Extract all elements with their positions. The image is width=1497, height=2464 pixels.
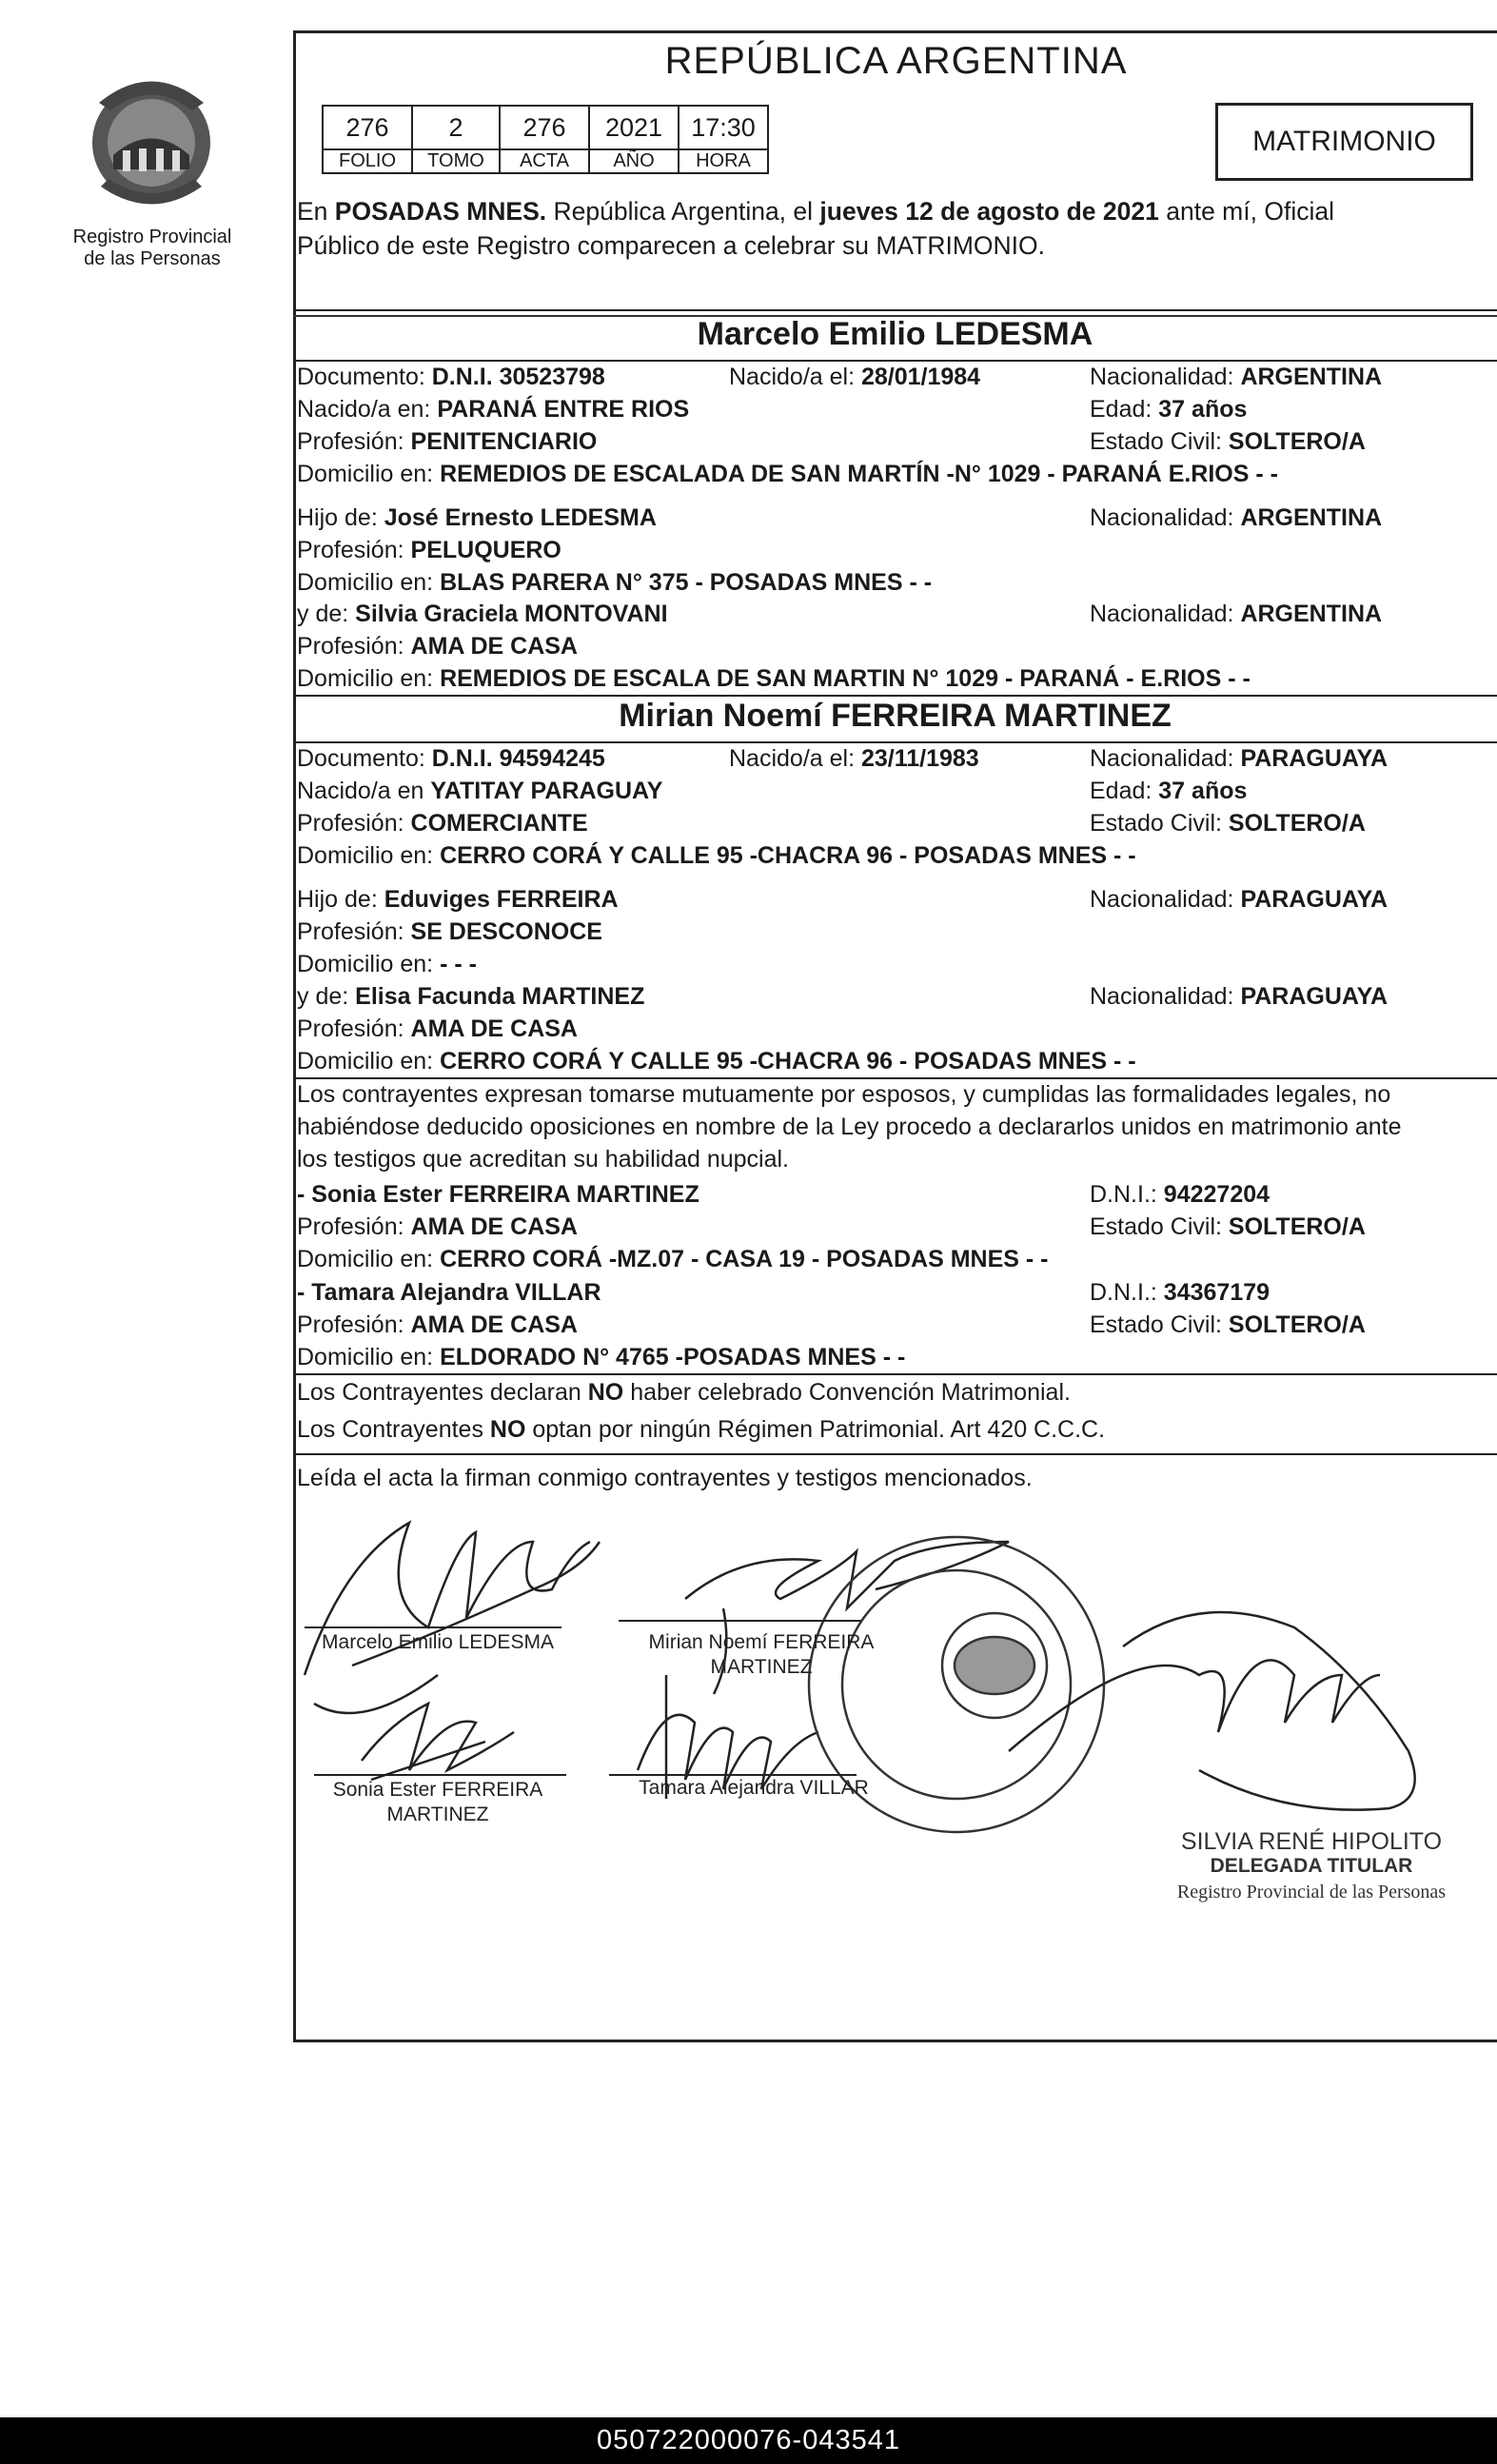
label: D.N.I.: — [1090, 1279, 1164, 1306]
signature-1-label: Marcelo Emilio LEDESMA — [322, 1631, 554, 1653]
c1-padre-nacionalidad — [1090, 502, 1382, 534]
label: Nacionalidad: — [1090, 504, 1241, 531]
c2-madre-domicilio — [297, 1045, 1136, 1077]
testigo-1-profesion — [297, 1211, 578, 1243]
label: Hijo de: — [297, 504, 384, 531]
signature-4-label: Tamara Alejandra VILLAR — [639, 1777, 869, 1799]
label: Profesión: — [297, 1213, 411, 1240]
logo-caption-line-2: de las Personas — [84, 248, 221, 269]
value: D.N.I. 30523798 — [431, 364, 605, 390]
value: PARAGUAYA — [1240, 983, 1389, 1010]
text: NO — [489, 1416, 526, 1443]
testigo-1-name: - Sonia Ester FERREIRA MARTINEZ — [297, 1181, 699, 1208]
value: PELUQUERO — [410, 537, 561, 563]
c2-documento — [297, 742, 605, 775]
divider — [293, 695, 1497, 697]
c1-madre-profesion — [297, 630, 578, 662]
intro-text: ante mí, Oficial — [1158, 197, 1334, 226]
label: Nacido/a en — [297, 778, 431, 804]
value: YATITAY PARAGUAY — [430, 778, 663, 804]
value: ELDORADO N° 4765 -POSADAS MNES - - — [440, 1344, 906, 1370]
intro-text: En — [297, 197, 335, 226]
signature-3-scribble — [362, 1704, 514, 1780]
value: AMA DE CASA — [410, 633, 578, 660]
c2-madre-profesion — [297, 1013, 578, 1045]
signatures-and-stamp — [286, 1485, 1497, 1922]
c2-padre-domicilio — [297, 948, 477, 980]
text: haber celebrado Convención Matrimonial. — [623, 1379, 1071, 1406]
value: BLAS PARERA N° 375 - POSADAS MNES - - — [440, 569, 933, 596]
text: Los Contrayentes — [297, 1416, 490, 1443]
label: Profesión: — [297, 1311, 411, 1338]
c2-edad — [1090, 775, 1247, 807]
value: SOLTERO/A — [1228, 428, 1366, 455]
value: 37 años — [1158, 396, 1248, 423]
text: optan por ningún Régimen Patrimonial. Art 420 C.C.C. — [525, 1416, 1106, 1443]
testigo-2-dni — [1090, 1276, 1270, 1309]
label: Documento: — [297, 364, 432, 390]
label: y de: — [297, 983, 356, 1010]
value: PARAGUAYA — [1240, 886, 1389, 913]
logo-caption-line-1: Registro Provincial — [72, 227, 232, 247]
value: CERRO CORÁ Y CALLE 95 -CHACRA 96 - POSADAS MNES - - — [440, 1048, 1136, 1074]
c2-padre — [297, 883, 619, 916]
label: Domicilio en: — [297, 951, 441, 977]
leida-text: Leída el acta la firman conmigo contrayentes y testigos mencionados. — [297, 1465, 1033, 1491]
c1-madre — [297, 598, 668, 630]
value: SOLTERO/A — [1228, 810, 1366, 837]
c1-nacido-el — [729, 361, 980, 393]
document-title: REPÚBLICA ARGENTINA — [664, 40, 1128, 82]
label: Nacionalidad: — [1090, 364, 1241, 390]
c2-nacionalidad — [1090, 742, 1388, 775]
signature-1-scribble — [305, 1523, 600, 1713]
c1-domicilio — [297, 458, 1278, 490]
value: Eduviges FERREIRA — [384, 886, 619, 913]
label: Profesión: — [297, 810, 411, 837]
divider — [293, 1453, 1497, 1455]
hora-label: HORA — [679, 149, 768, 173]
value: Silvia Graciela MONTOVANI — [355, 601, 668, 627]
provincial-seal-logo — [80, 65, 223, 217]
label: Nacionalidad: — [1090, 601, 1241, 627]
c1-padre-profesion — [297, 534, 561, 566]
value: REMEDIOS DE ESCALADA DE SAN MARTÍN -N° 1029 - PARANÁ E.RIOS - - — [440, 461, 1278, 487]
value: José Ernesto LEDESMA — [384, 504, 657, 531]
acta-value: 276 — [500, 106, 589, 149]
c2-nacido-en — [297, 775, 662, 807]
value: SOLTERO/A — [1228, 1311, 1366, 1338]
text: Los Contrayentes declaran — [297, 1379, 588, 1406]
c2-madre-nacionalidad — [1090, 980, 1388, 1013]
tomo-value: 2 — [412, 106, 500, 149]
label: Domicilio en: — [297, 1048, 441, 1074]
logo-caption — [38, 227, 266, 270]
folio-value: 276 — [323, 106, 412, 149]
divider — [293, 309, 1497, 311]
value: REMEDIOS DE ESCALA DE SAN MARTIN N° 1029 - PARANÁ - E.RIOS - - — [440, 665, 1251, 692]
label: Nacido/a el: — [729, 364, 861, 390]
signature-3-label-a: Sonia Ester FERREIRA — [332, 1779, 543, 1801]
intro-date: jueves 12 de agosto de 2021 — [819, 197, 1159, 226]
c2-padre-profesion — [297, 916, 602, 948]
contrayente-1-name: Marcelo Emilio LEDESMA — [697, 316, 1093, 352]
officer-title: DELEGADA TITULAR — [1210, 1855, 1413, 1877]
folio-table — [322, 105, 769, 174]
value: COMERCIANTE — [410, 810, 588, 837]
label: Profesión: — [297, 537, 411, 563]
hora-value: 17:30 — [679, 106, 768, 149]
value: 37 años — [1158, 778, 1248, 804]
c1-nacionalidad — [1090, 361, 1382, 393]
c1-estado-civil — [1090, 425, 1366, 458]
value: SOLTERO/A — [1228, 1213, 1366, 1240]
intro-line-1 — [297, 195, 1334, 227]
label: Domicilio en: — [297, 665, 441, 692]
c1-padre — [297, 502, 657, 534]
convencion-line-2 — [297, 1413, 1105, 1446]
c1-nacido-en — [297, 393, 689, 425]
value: ARGENTINA — [1240, 364, 1383, 390]
folio-label: FOLIO — [323, 149, 412, 173]
c2-estado-civil — [1090, 807, 1366, 839]
label: Nacionalidad: — [1090, 983, 1241, 1010]
label: Profesión: — [297, 633, 411, 660]
value: Elisa Facunda MARTINEZ — [355, 983, 645, 1010]
value: 34367179 — [1163, 1279, 1270, 1306]
intro-text: República Argentina, el — [546, 197, 820, 226]
signature-2-label-a: Mirian Noemí FERREIRA — [648, 1631, 875, 1653]
label: Estado Civil: — [1090, 810, 1229, 837]
c1-madre-domicilio — [297, 662, 1251, 695]
label: Domicilio en: — [297, 569, 441, 596]
label: Domicilio en: — [297, 1344, 441, 1370]
label: Estado Civil: — [1090, 428, 1229, 455]
intro-place: POSADAS MNES. — [334, 197, 547, 226]
text: NO — [587, 1379, 624, 1406]
value: 28/01/1984 — [860, 364, 981, 390]
label: Nacido/a el: — [729, 745, 861, 772]
label: D.N.I.: — [1090, 1181, 1164, 1208]
value: SE DESCONOCE — [410, 918, 602, 945]
acta-label: ACTA — [500, 149, 589, 173]
value: 94227204 — [1163, 1181, 1270, 1208]
label: Domicilio en: — [297, 461, 441, 487]
c2-domicilio — [297, 839, 1136, 872]
c2-nacido-el — [729, 742, 979, 775]
testigo-1-domicilio — [297, 1243, 1048, 1275]
intro-line-2: Público de este Registro comparecen a celebrar su MATRIMONIO. — [297, 231, 1045, 260]
testigo-2-domicilio — [297, 1341, 905, 1373]
officer-registry: Registro Provincial de las Personas — [1176, 1882, 1447, 1902]
value: D.N.I. 94594245 — [431, 745, 605, 772]
label: Edad: — [1090, 396, 1159, 423]
convencion-line-1 — [297, 1376, 1071, 1409]
divider — [293, 1373, 1497, 1375]
anio-value: 2021 — [589, 106, 679, 149]
declaracion-line-1: Los contrayentes expresan tomarse mutuamente por esposos, y cumplidas las formalidades legales, no — [297, 1081, 1391, 1108]
label: Estado Civil: — [1090, 1311, 1229, 1338]
label: Profesión: — [297, 428, 411, 455]
label: Nacionalidad: — [1090, 745, 1241, 772]
declaracion-line-2: habiéndose deducido oposiciones en nombre de la Ley procedo a declararlos unidos en matrimonio ante — [297, 1114, 1402, 1140]
c2-padre-nacionalidad — [1090, 883, 1388, 916]
anio-label: AÑO — [589, 149, 679, 173]
label: Nacido/a en: — [297, 396, 438, 423]
testigo-2-name: - Tamara Alejandra VILLAR — [297, 1279, 601, 1306]
value: PARAGUAYA — [1240, 745, 1389, 772]
c1-edad — [1090, 393, 1247, 425]
value: ARGENTINA — [1240, 504, 1383, 531]
value: CERRO CORÁ -MZ.07 - CASA 19 - POSADAS MNES - - — [440, 1246, 1049, 1272]
value: PARANÁ ENTRE RIOS — [437, 396, 690, 423]
c1-profesion — [297, 425, 597, 458]
label: y de: — [297, 601, 356, 627]
label: Profesión: — [297, 1015, 411, 1042]
c1-documento — [297, 361, 605, 393]
value: PENITENCIARIO — [410, 428, 598, 455]
signature-3-label-b: MARTINEZ — [386, 1804, 489, 1825]
declaracion-line-3: los testigos que acreditan su habilidad nupcial. — [297, 1146, 790, 1173]
value: AMA DE CASA — [410, 1213, 578, 1240]
label: Nacionalidad: — [1090, 886, 1241, 913]
contrayente-2-name: Mirian Noemí FERREIRA MARTINEZ — [619, 698, 1172, 734]
value: - - - — [440, 951, 477, 977]
document-barcode-footer: 050722000076-043541 — [0, 2417, 1497, 2464]
label: Domicilio en: — [297, 842, 441, 869]
label: Hijo de: — [297, 886, 384, 913]
value: ARGENTINA — [1240, 601, 1383, 627]
testigo-1-dni — [1090, 1178, 1270, 1211]
label: Edad: — [1090, 778, 1159, 804]
label: Estado Civil: — [1090, 1213, 1229, 1240]
signature-2-label-b: MARTINEZ — [710, 1656, 813, 1678]
tomo-label: TOMO — [412, 149, 500, 173]
testigo-2-estado-civil — [1090, 1309, 1366, 1341]
testigo-1-estado-civil — [1090, 1211, 1366, 1243]
label: Profesión: — [297, 918, 411, 945]
value: CERRO CORÁ Y CALLE 95 -CHACRA 96 - POSADAS MNES - - — [440, 842, 1136, 869]
c1-madre-nacionalidad — [1090, 598, 1382, 630]
label: Domicilio en: — [297, 1246, 441, 1272]
c1-padre-domicilio — [297, 566, 932, 599]
c2-madre — [297, 980, 644, 1013]
officer-name: SILVIA RENÉ HIPOLITO — [1180, 1828, 1443, 1855]
testigo-2-profesion — [297, 1309, 578, 1341]
label: Documento: — [297, 745, 432, 772]
value: 23/11/1983 — [860, 745, 979, 772]
value: AMA DE CASA — [410, 1311, 578, 1338]
value: AMA DE CASA — [410, 1015, 578, 1042]
record-type-box: MATRIMONIO — [1215, 103, 1473, 181]
c2-profesion — [297, 807, 588, 839]
